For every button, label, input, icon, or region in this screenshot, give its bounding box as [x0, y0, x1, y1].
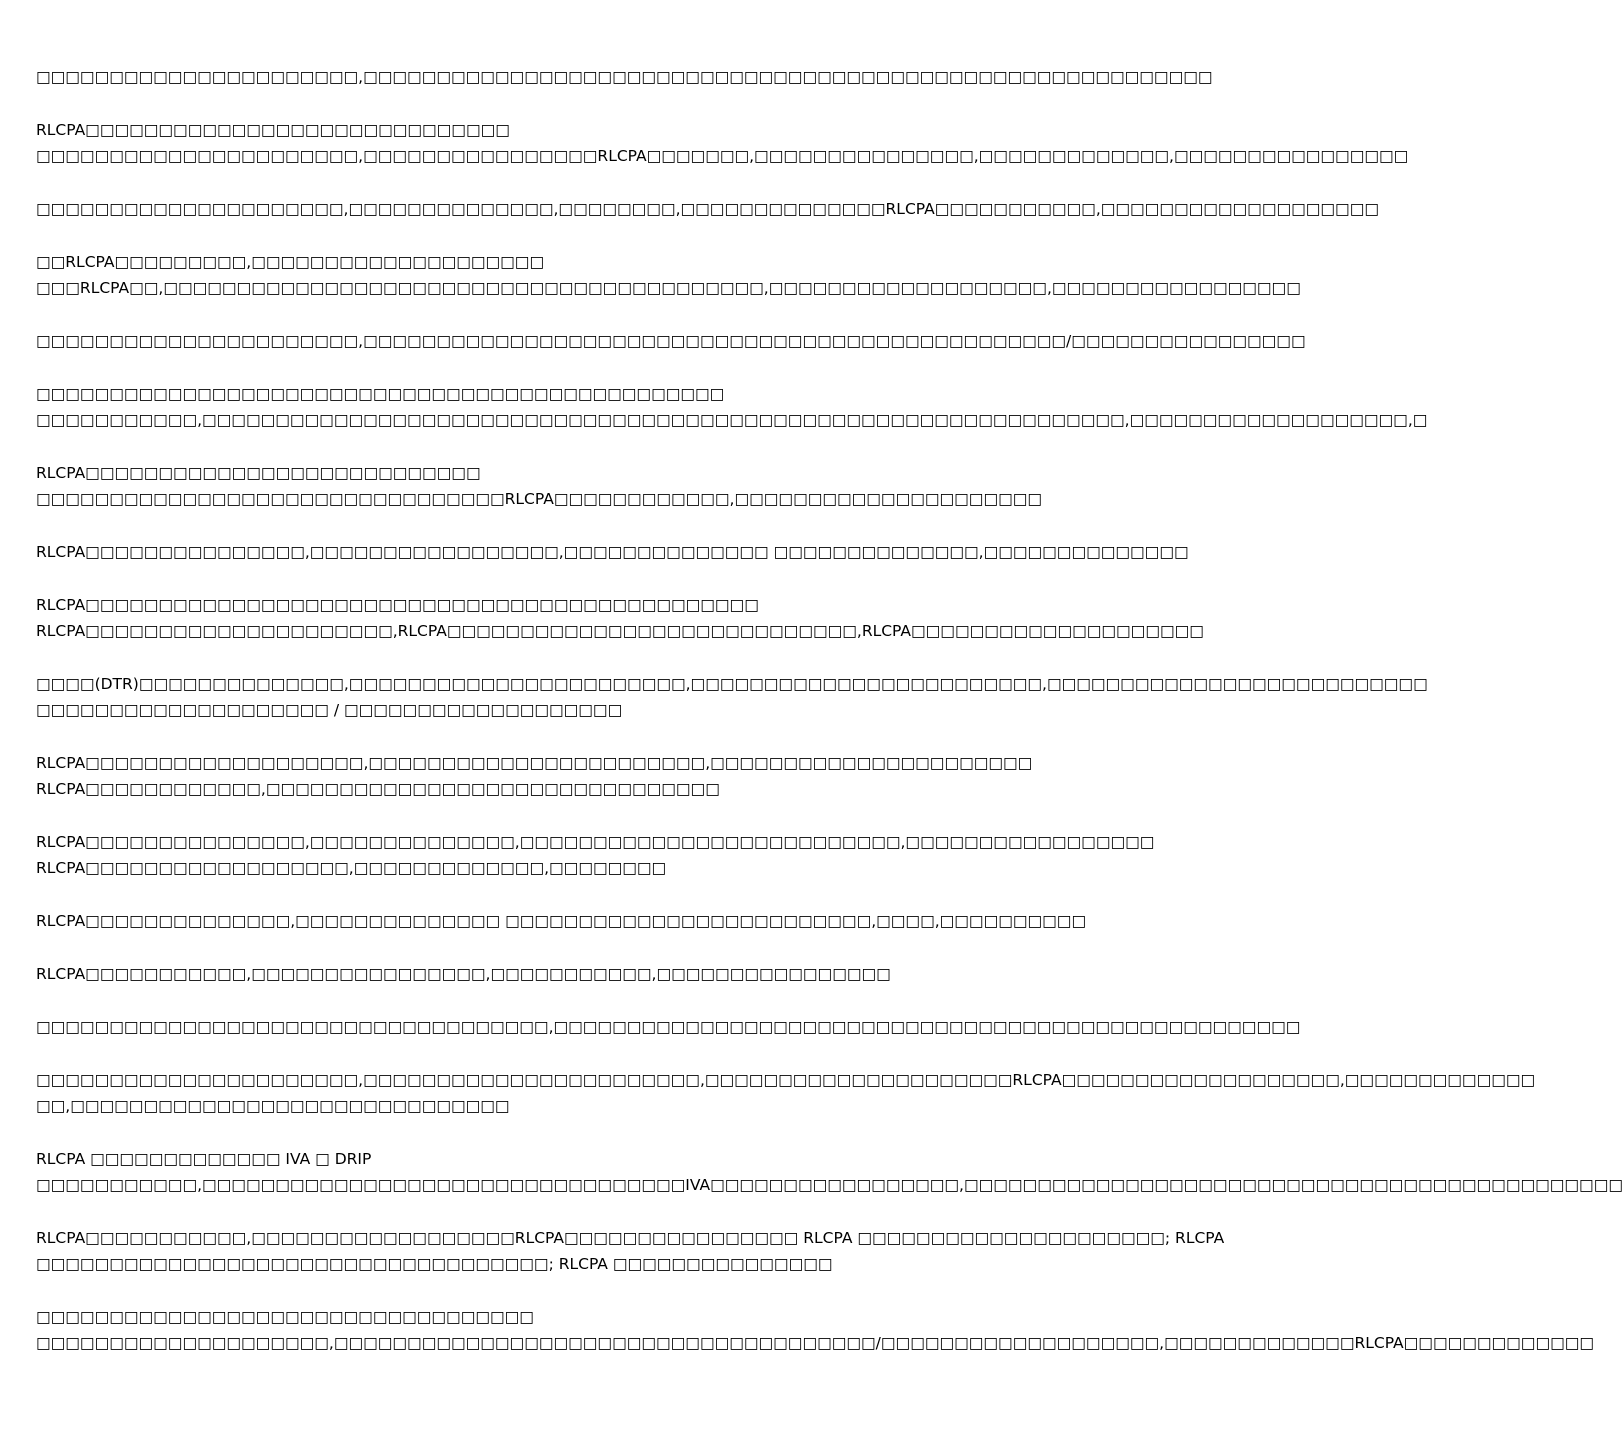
- paragraph-6: [36, 381, 1428, 433]
- paragraph-line: □□□□□□□□□□□□□□□□□□□□□□,□□□□□□□□□□□□□□□□□□□□□□□,□□□□□□□□□□□□□□□□□□□□□RLCPA□□□□□□□□□□□□□□□□□□□,□□□□□□□□□□□□□: [36, 1071, 1536, 1089]
- paragraph-heading: □□□□□□□□□□□□□□□□□□□□□□□□□□□□□□□□□□: [36, 1308, 534, 1326]
- paragraph-14: [36, 961, 990, 987]
- paragraph-line: RLCPA□□□□□□□□□□□□□□□□□□,□□□□□□□□□□□□□,□□□□□□□□: [36, 859, 667, 877]
- paragraph-line: □□□□□□□□□□□□□□□□□□□□□□,□□□□□□□□□□□□□□□□RLCPA□□□□□□□,□□□□□□□□□□□□□□□,□□□□□□□□□□□□□,□□□□□□□□□□□□□□□□: [36, 147, 1409, 165]
- paragraph-11: [36, 750, 1033, 802]
- paragraph-4: [36, 249, 1301, 301]
- paragraph-heading: □□RLCPA□□□□□□□□□,□□□□□□□□□□□□□□□□□□□□: [36, 253, 545, 271]
- paragraph-9: [36, 592, 1204, 644]
- paragraph-1: [36, 64, 1213, 90]
- paragraph-line: □□□□□□□□□□□,□□□□□□□□□□□□□□□□□□□□□□□□□□□□□□□□□IVA□□□□□□□□□□□□□□□□□,□□□□□□□□□□□□□□□□□□□□□□□□□□□□□□□□□□□□□□□□□□□□□: [36, 1176, 1623, 1194]
- paragraph-13: [36, 908, 1087, 934]
- paragraph-16: [36, 1067, 1536, 1119]
- paragraph-8: [36, 539, 1189, 565]
- paragraph-line: RLCPA□□□□□□□□□□□□□□□,□□□□□□□□□□□□□□,□□□□□□□□□□□□□□□□□□□□□□□□□□,□□□□□□□□□□□□□□□□□: [36, 833, 1155, 851]
- paragraph-line: □□□□(DTR)□□□□□□□□□□□□□□,□□□□□□□□□□□□□□□□□□□□□□□,□□□□□□□□□□□□□□□□□□□□□□□□,□□□□□□□□□□□□□□□□□□□□□□□□□□: [36, 675, 1428, 693]
- paragraph-5: [36, 328, 1306, 354]
- paragraph-line: □□,□□□□□□□□□□□□□□□□□□□□□□□□□□□□□□: [36, 1097, 510, 1115]
- paragraph-15: [36, 1014, 1301, 1040]
- paragraph-line: RLCPA□□□□□□□□□□□□□□□□□□□,□□□□□□□□□□□□□□□□□□□□□□□,□□□□□□□□□□□□□□□□□□□□□□: [36, 754, 1033, 772]
- paragraph-line: □□□RLCPA□□,□□□□□□□□□□□□□□□□□□□□□□□□□□□□□□□□□□□□□□□□□,□□□□□□□□□□□□□□□□□□□,□□□□□□□□□□□□□□□□□: [36, 279, 1301, 297]
- paragraph-3: [36, 196, 1379, 222]
- paragraph-heading: RLCPA □□□□□□□□□□□□□ IVA □ DRIP: [36, 1150, 372, 1168]
- paragraph-line: RLCPA□□□□□□□□□□□□□□,□□□□□□□□□□□□□□ □□□□□□□□□□□□□□□□□□□□□□□□□,□□□□,□□□□□□□□□□: [36, 912, 1087, 930]
- paragraph-line: □□□□□□□□□□□□□□□□□□□□□□,□□□□□□□□□□□□□□□□□□□□□□□□□□□□□□□□□□□□□□□□□□□□□□□□/□□□□□□□□□□□□□□□□: [36, 332, 1306, 350]
- paragraph-line: RLCPA□□□□□□□□□□□,□□□□□□□□□□□□□□□□,□□□□□□□□□□□,□□□□□□□□□□□□□□□□: [36, 965, 891, 983]
- paragraph-line: RLCPA□□□□□□□□□□□□□□□□□□□□□,RLCPA□□□□□□□□□□□□□□□□□□□□□□□□□□□□,RLCPA□□□□□□□□□□□□□□□□□□□□: [36, 622, 1204, 640]
- paragraph-line: □□□□□□□□□□□,□□□□□□□□□□□□□□□□□□□□□□□□□□□□□□□□□□□□□□□□□□□□□□□□□□□□□□□□□□□□□□□,□□□□□□□□□□□□□□□□□□□,□: [36, 411, 1428, 429]
- paragraph-line: □□□□□□□□□□□□□□□□□□□□□□□□□□□□□□□□□□□; RLCPA □□□□□□□□□□□□□□□: [36, 1255, 833, 1273]
- paragraph-18: [36, 1225, 1225, 1277]
- paragraph-line: □□□□□□□□□□□□□□□□□□□□□,□□□□□□□□□□□□□□,□□□□□□□□,□□□□□□□□□□□□□□RLCPA□□□□□□□□□□□,□□□□□□□□□□□□□□□□□□□: [36, 200, 1379, 218]
- paragraph-10: [36, 671, 1428, 723]
- paragraph-line: RLCPA□□□□□□□□□□□□,□□□□□□□□□□□□□□□□□□□□□□□□□□□□□□□: [36, 780, 720, 798]
- paragraph-line: □□□□□□□□□□□□□□□□□□□□□□□□□□□□□□□□RLCPA□□□□□□□□□□□□,□□□□□□□□□□□□□□□□□□□□□: [36, 490, 1043, 508]
- paragraph-12: [36, 829, 1155, 881]
- paragraph-heading: RLCPA□□□□□□□□□□□□□□□□□□□□□□□□□□□□□: [36, 121, 510, 139]
- document-page: [36, 64, 1623, 1404]
- paragraph-heading: □□□□□□□□□□□□□□□□□□□□□□□□□□□□□□□□□□□□□□□□□□□□□□□: [36, 385, 725, 403]
- paragraph-heading: RLCPA□□□□□□□□□□□□□□□□□□□□□□□□□□□□□□□□□□□□□□□□□□□□□□: [36, 596, 759, 614]
- paragraph-19: [36, 1304, 1595, 1356]
- paragraph-17: [36, 1146, 1623, 1198]
- paragraph-heading: RLCPA□□□□□□□□□□□□□□□□□□□□□□□□□□□: [36, 464, 481, 482]
- paragraph-line: RLCPA□□□□□□□□□□□,□□□□□□□□□□□□□□□□□□RLCPA□□□□□□□□□□□□□□□□ RLCPA □□□□□□□□□□□□□□□□□□□□□; RLCPA: [36, 1229, 1225, 1247]
- paragraph-line: □□□□□□□□□□□□□□□□□□□□□□,□□□□□□□□□□□□□□□□□□□□□□□□□□□□□□□□□□□□□□□□□□□□□□□□□□□□□□□□□□: [36, 68, 1213, 86]
- paragraph-line: □□□□□□□□□□□□□□□□□□□□ / □□□□□□□□□□□□□□□□□□□: [36, 701, 623, 719]
- paragraph-line: RLCPA□□□□□□□□□□□□□□□,□□□□□□□□□□□□□□□□□,□□□□□□□□□□□□□□ □□□□□□□□□□□□□□,□□□□□□□□□□□□□□: [36, 543, 1189, 561]
- paragraph-2: [36, 117, 1409, 169]
- paragraph-7: [36, 460, 1043, 512]
- paragraph-line: □□□□□□□□□□□□□□□□□□□□□□□□□□□□□□□□□□□,□□□□□□□□□□□□□□□□□□□□□□□□□□□□□□□□□□□□□□□□□□□□□□□□□□□: [36, 1018, 1301, 1036]
- paragraph-line: □□□□□□□□□□□□□□□□□□□□,□□□□□□□□□□□□□□□□□□□□□□□□□□□□□□□□□□□□□/□□□□□□□□□□□□□□□□□□□,□□□□□□□□□□□□□RLCPA□□□□□□□□□□□□□: [36, 1334, 1595, 1352]
